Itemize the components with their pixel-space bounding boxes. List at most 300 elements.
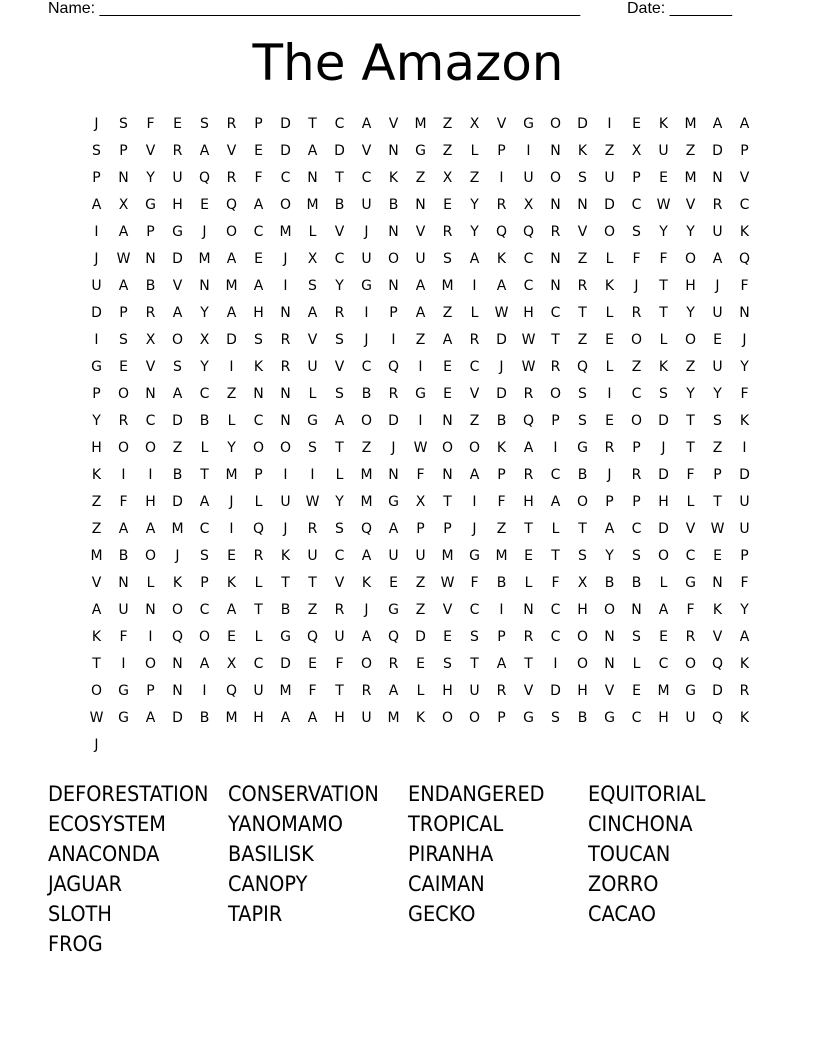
grid-letter: K (577, 143, 588, 159)
grid-letter: B (280, 602, 291, 618)
grid-letter: A (739, 116, 750, 132)
grid-letter: P (740, 143, 749, 159)
grid-letter: M (387, 710, 400, 726)
grid-letter: Z (442, 116, 453, 132)
grid-letter: H (577, 683, 588, 699)
word-bank-item: CAIMAN (408, 872, 485, 896)
grid-letter: R (172, 143, 183, 159)
grid-letter: A (91, 197, 102, 213)
grid-letter: E (227, 548, 236, 564)
grid-letter: T (200, 467, 209, 483)
grid-letter: B (577, 710, 588, 726)
grid-letter: G (118, 710, 129, 726)
grid-letter: H (577, 602, 588, 618)
grid-letter: T (92, 656, 101, 672)
grid-letter: J (634, 278, 639, 294)
grid-letter: I (526, 143, 531, 159)
grid-letter: U (91, 278, 102, 294)
grid-letter: Y (686, 224, 695, 240)
grid-letter: C (145, 413, 156, 429)
grid-letter: U (388, 548, 399, 564)
grid-letter: M (279, 224, 292, 240)
header (0, 0, 816, 20)
grid-letter: X (307, 251, 318, 267)
grid-letter: L (416, 683, 425, 699)
grid-letter: U (361, 197, 372, 213)
grid-letter: G (685, 575, 696, 591)
grid-letter: D (388, 413, 399, 429)
grid-letter: V (442, 602, 453, 618)
grid-letter: O (198, 629, 211, 645)
grid-letter: V (469, 386, 480, 402)
grid-letter: I (472, 278, 477, 294)
grid-letter: W (89, 710, 104, 726)
grid-letter: L (605, 359, 614, 375)
grid-letter: I (742, 440, 747, 456)
grid-letter: V (604, 683, 615, 699)
grid-letter: H (253, 710, 264, 726)
grid-letter: Z (91, 521, 102, 537)
grid-letter: F (632, 251, 641, 267)
grid-letter: B (496, 413, 507, 429)
grid-letter: Y (686, 386, 695, 402)
grid-letter: J (283, 251, 288, 267)
grid-letter: N (550, 197, 561, 213)
grid-letter: T (551, 332, 560, 348)
grid-letter: I (418, 359, 423, 375)
grid-letter: K (91, 467, 102, 483)
grid-letter: M (360, 494, 373, 510)
grid-letter: V (712, 629, 723, 645)
grid-letter: O (549, 116, 562, 132)
grid-letter: M (495, 548, 508, 564)
grid-letter: B (604, 575, 615, 591)
grid-letter: Q (360, 521, 373, 537)
grid-letter: E (389, 575, 398, 591)
grid-letter: P (416, 521, 425, 537)
grid-letter: J (94, 116, 99, 132)
grid-letter: A (334, 413, 345, 429)
grid-letter: U (712, 305, 723, 321)
grid-letter: C (280, 170, 291, 186)
grid-letter: A (307, 710, 318, 726)
grid-letter: F (686, 602, 695, 618)
grid-letter: S (578, 413, 587, 429)
grid-letter: R (739, 683, 750, 699)
grid-letter: F (146, 116, 155, 132)
grid-letter: T (254, 602, 263, 618)
grid-letter: S (551, 710, 560, 726)
grid-letter: O (225, 224, 238, 240)
grid-letter: O (387, 251, 400, 267)
grid-letter: F (470, 575, 479, 591)
grid-letter: N (388, 143, 399, 159)
date-field-label: Date: _______ (627, 0, 732, 17)
grid-letter: V (415, 224, 426, 240)
grid-letter: O (549, 170, 562, 186)
grid-letter: V (334, 224, 345, 240)
grid-letter: J (391, 440, 396, 456)
grid-letter: O (576, 656, 589, 672)
grid-letter: I (283, 278, 288, 294)
grid-letter: V (577, 224, 588, 240)
grid-letter: L (146, 575, 155, 591)
grid-letter: U (469, 683, 480, 699)
grid-letter: A (415, 305, 426, 321)
grid-letter: A (496, 656, 507, 672)
grid-letter: O (171, 602, 184, 618)
grid-letter: U (739, 521, 750, 537)
grid-letter: U (334, 629, 345, 645)
grid-letter: T (335, 170, 344, 186)
grid-letter: B (118, 548, 129, 564)
grid-letter: J (283, 521, 288, 537)
grid-letter: A (199, 494, 210, 510)
grid-letter: A (145, 710, 156, 726)
grid-letter: S (578, 170, 587, 186)
grid-letter: L (308, 386, 317, 402)
grid-letter: G (361, 278, 372, 294)
grid-letter: N (118, 575, 129, 591)
grid-letter: H (658, 710, 669, 726)
word-bank-item: FROG (48, 932, 103, 956)
grid-letter: O (117, 386, 130, 402)
grid-letter: V (739, 170, 750, 186)
grid-letter: M (657, 683, 670, 699)
grid-letter: Y (686, 305, 695, 321)
grid-letter: C (523, 251, 534, 267)
word-bank-item: TAPIR (228, 902, 283, 926)
grid-letter: R (604, 440, 615, 456)
grid-letter: E (254, 143, 263, 159)
grid-letter: F (740, 575, 749, 591)
grid-letter: N (712, 170, 723, 186)
grid-letter: T (335, 440, 344, 456)
grid-letter: U (712, 359, 723, 375)
grid-letter: T (524, 656, 533, 672)
grid-letter: O (441, 440, 454, 456)
grid-letter: J (472, 521, 477, 537)
word-bank (48, 779, 768, 959)
grid-letter: K (280, 548, 291, 564)
word-bank-item: DEFORESTATION (48, 782, 209, 806)
grid-letter: Z (415, 170, 426, 186)
grid-letter: O (630, 332, 643, 348)
grid-letter: K (361, 575, 372, 591)
grid-letter: N (145, 602, 156, 618)
grid-letter: C (739, 197, 750, 213)
word-bank-item: GECKO (408, 902, 476, 926)
grid-letter: L (470, 143, 479, 159)
grid-letter: S (659, 386, 668, 402)
grid-letter: E (524, 548, 533, 564)
grid-letter: C (631, 710, 642, 726)
grid-letter: E (659, 170, 668, 186)
grid-letter: L (308, 224, 317, 240)
grid-letter: Z (496, 521, 507, 537)
grid-letter: R (523, 629, 534, 645)
grid-letter: V (361, 143, 372, 159)
grid-letter: P (119, 305, 128, 321)
grid-letter: A (199, 656, 210, 672)
grid-letter: C (361, 359, 372, 375)
grid-letter: N (577, 197, 588, 213)
grid-letter: R (226, 116, 237, 132)
grid-letter: H (172, 197, 183, 213)
grid-letter: Y (227, 440, 236, 456)
grid-letter: P (605, 494, 614, 510)
grid-letter: C (253, 224, 264, 240)
grid-letter: Q (711, 710, 724, 726)
grid-letter: L (686, 494, 695, 510)
grid-letter: L (659, 575, 668, 591)
grid-letter: F (740, 386, 749, 402)
grid-letter: N (442, 413, 453, 429)
grid-letter: S (632, 629, 641, 645)
grid-letter: I (94, 332, 99, 348)
grid-letter: K (658, 116, 669, 132)
word-bank-item: PIRANHA (408, 842, 494, 866)
grid-letter: O (171, 332, 184, 348)
grid-letter: R (361, 683, 372, 699)
grid-letter: G (469, 548, 480, 564)
grid-letter: W (521, 332, 536, 348)
grid-letter: D (496, 386, 507, 402)
grid-letter: C (550, 305, 561, 321)
grid-letter: R (280, 359, 291, 375)
grid-letter: I (94, 224, 99, 240)
grid-letter: V (226, 143, 237, 159)
grid-letter: S (578, 386, 587, 402)
grid-letter: M (441, 548, 454, 564)
grid-letter: I (283, 467, 288, 483)
grid-letter: Y (659, 224, 668, 240)
grid-letter: V (685, 521, 696, 537)
grid-letter: A (361, 548, 372, 564)
grid-letter: H (253, 305, 264, 321)
grid-letter: M (684, 170, 697, 186)
grid-letter: T (659, 278, 668, 294)
grid-letter: F (119, 629, 128, 645)
word-bank-item: YANOMAMO (228, 812, 343, 836)
grid-letter: C (253, 413, 264, 429)
grid-letter: O (279, 440, 292, 456)
grid-letter: K (658, 359, 669, 375)
grid-letter: N (604, 629, 615, 645)
grid-letter: L (605, 251, 614, 267)
grid-letter: N (550, 278, 561, 294)
grid-letter: K (739, 413, 750, 429)
grid-letter: I (121, 656, 126, 672)
grid-letter: W (116, 251, 131, 267)
grid-letter: X (226, 656, 237, 672)
grid-letter: C (334, 251, 345, 267)
grid-letter: T (308, 575, 317, 591)
grid-letter: U (739, 494, 750, 510)
grid-letter: I (607, 386, 612, 402)
grid-letter: Q (738, 251, 751, 267)
grid-letter: A (712, 116, 723, 132)
grid-letter: R (550, 359, 561, 375)
grid-letter: I (229, 359, 234, 375)
grid-letter: S (443, 656, 452, 672)
grid-letter: C (550, 629, 561, 645)
grid-letter: P (200, 575, 209, 591)
grid-letter: V (496, 116, 507, 132)
grid-letter: T (470, 656, 479, 672)
grid-letter: H (145, 494, 156, 510)
grid-letter: K (712, 602, 723, 618)
grid-letter: A (118, 224, 129, 240)
grid-letter: I (229, 521, 234, 537)
grid-letter: A (442, 332, 453, 348)
grid-letter: C (685, 548, 696, 564)
grid-letter: Z (226, 386, 237, 402)
grid-letter: I (418, 413, 423, 429)
grid-letter: A (469, 251, 480, 267)
grid-letter: J (499, 359, 504, 375)
grid-letter: X (577, 575, 588, 591)
grid-letter: Q (252, 521, 265, 537)
grid-letter: Y (335, 494, 344, 510)
grid-letter: A (739, 629, 750, 645)
grid-letter: A (280, 710, 291, 726)
grid-letter: H (523, 305, 534, 321)
grid-letter: C (469, 602, 480, 618)
grid-letter: A (469, 467, 480, 483)
grid-letter: S (443, 251, 452, 267)
grid-letter: D (739, 467, 750, 483)
grid-letter: G (523, 710, 534, 726)
grid-letter: M (198, 251, 211, 267)
grid-letter: I (607, 116, 612, 132)
grid-letter: K (496, 440, 507, 456)
grid-letter: F (335, 656, 344, 672)
grid-letter: Z (415, 332, 426, 348)
grid-letter: E (254, 251, 263, 267)
grid-letter: O (468, 440, 481, 456)
grid-letter: G (685, 683, 696, 699)
grid-letter: R (496, 683, 507, 699)
grid-letter: T (578, 521, 587, 537)
grid-letter: B (199, 710, 210, 726)
grid-letter: E (119, 359, 128, 375)
grid-letter: Q (387, 629, 400, 645)
grid-letter: Q (576, 359, 589, 375)
grid-letter: W (521, 359, 536, 375)
grid-letter: P (254, 467, 263, 483)
grid-letter: A (226, 251, 237, 267)
grid-letter: K (604, 278, 615, 294)
grid-letter: Z (442, 305, 453, 321)
grid-letter: C (199, 386, 210, 402)
grid-letter: N (604, 656, 615, 672)
grid-letter: Y (200, 305, 209, 321)
grid-letter: V (523, 683, 534, 699)
grid-letter: P (497, 710, 506, 726)
grid-letter: P (146, 683, 155, 699)
grid-letter: R (523, 467, 534, 483)
grid-letter: C (550, 602, 561, 618)
grid-letter: T (443, 494, 452, 510)
grid-letter: P (713, 467, 722, 483)
grid-letter: Y (470, 224, 479, 240)
grid-letter: Y (740, 359, 749, 375)
word-bank-item: ZORRO (588, 872, 659, 896)
grid-letter: P (92, 386, 101, 402)
grid-letter: J (742, 332, 747, 348)
grid-letter: S (308, 278, 317, 294)
word-bank-item: TOUCAN (588, 842, 671, 866)
grid-letter: A (172, 386, 183, 402)
grid-letter: T (281, 575, 290, 591)
grid-letter: R (118, 413, 129, 429)
grid-letter: Q (495, 224, 508, 240)
grid-letter: A (145, 521, 156, 537)
grid-letter: K (739, 710, 750, 726)
grid-letter: Q (225, 197, 238, 213)
grid-letter: P (92, 170, 101, 186)
grid-letter: P (146, 224, 155, 240)
grid-letter: O (603, 224, 616, 240)
grid-letter: S (119, 332, 128, 348)
grid-letter: X (118, 197, 129, 213)
grid-letter: W (413, 440, 428, 456)
grid-letter: V (307, 332, 318, 348)
grid-letter: Y (146, 170, 155, 186)
grid-letter: T (659, 305, 668, 321)
grid-letter: J (94, 737, 99, 753)
grid-letter: P (497, 467, 506, 483)
grid-letter: X (199, 332, 210, 348)
grid-letter: L (605, 305, 614, 321)
grid-letter: W (494, 305, 509, 321)
grid-letter: I (499, 602, 504, 618)
grid-letter: R (253, 548, 264, 564)
grid-letter: G (118, 683, 129, 699)
grid-letter: J (175, 548, 180, 564)
grid-letter: D (712, 143, 723, 159)
grid-letter: R (388, 386, 399, 402)
grid-letter: B (145, 278, 156, 294)
grid-letter: J (94, 251, 99, 267)
grid-letter: C (631, 197, 642, 213)
grid-letter: M (225, 278, 238, 294)
grid-letter: P (740, 548, 749, 564)
grid-letter: M (279, 683, 292, 699)
grid-letter: D (550, 683, 561, 699)
grid-letter: O (684, 332, 697, 348)
grid-letter: D (334, 143, 345, 159)
grid-letter: Y (335, 278, 344, 294)
grid-letter: L (200, 440, 209, 456)
grid-letter: F (659, 251, 668, 267)
grid-letter: P (389, 305, 398, 321)
grid-letter: A (307, 143, 318, 159)
grid-letter: R (334, 305, 345, 321)
grid-letter: F (497, 494, 506, 510)
grid-letter: C (523, 278, 534, 294)
grid-letter: G (388, 494, 399, 510)
grid-letter: X (145, 332, 156, 348)
grid-letter: Z (577, 251, 588, 267)
grid-letter: J (715, 278, 720, 294)
grid-letter: A (91, 602, 102, 618)
grid-letter: T (713, 494, 722, 510)
grid-letter: D (226, 332, 237, 348)
grid-letter: C (550, 467, 561, 483)
grid-letter: L (632, 656, 641, 672)
